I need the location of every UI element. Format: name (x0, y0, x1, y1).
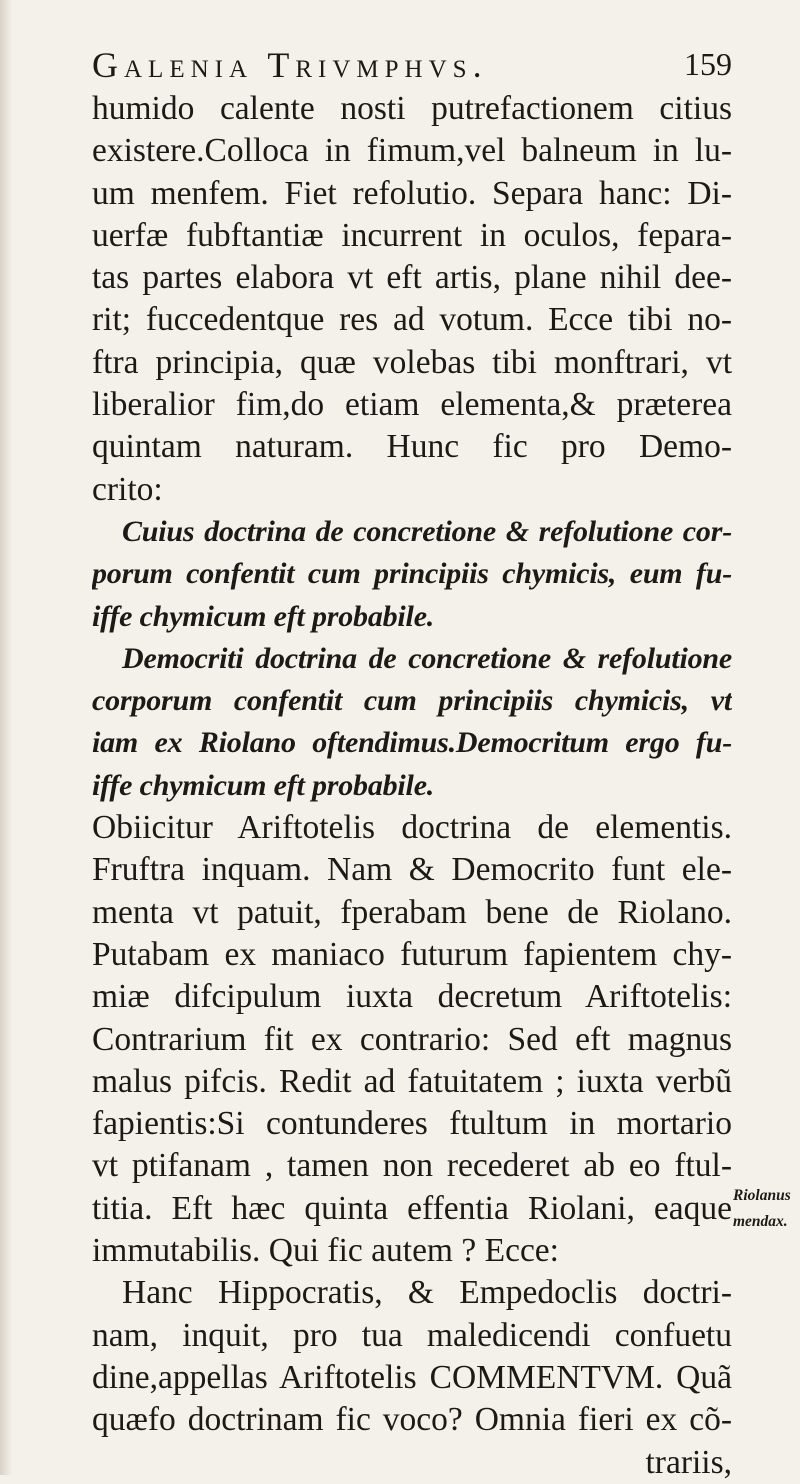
text-line: rit; fuccedentque res ad votum. Ecce tibi no- (92, 301, 732, 339)
text-line: immutabilis. Qui fic autem ? Ecce: (92, 1232, 559, 1270)
italic-text-line: iam ex Riolano oftendimus.Democritum ergo fu- (92, 726, 732, 760)
text-line: um menfem. Fiet refolutio. Separa hanc: Di- (92, 174, 732, 212)
italic-text-line: iffe chymicum eft probabile. (92, 599, 435, 633)
text-line: Putabam ex maniaco futurum fapientem chy- (92, 935, 732, 973)
italic-text-line: Cuius doctrina de concretione & refolutione cor- (122, 514, 732, 548)
italic-text-line: porum confentit cum principiis chymicis, eum fu- (92, 557, 732, 591)
text-line: tas partes elabora vt eft artis, plane nihil dee- (92, 259, 732, 297)
text-line: nam, inquit, pro tua maledicendi confuetu (92, 1316, 732, 1354)
italic-text-line: Democriti doctrina de concretione & refolutione (122, 641, 732, 675)
text-line: miæ difcipulum iuxta decretum Ariftotelis: (92, 978, 732, 1016)
text-line: Contrarium fit ex contrario: Sed eft magnus (92, 1020, 732, 1058)
text-line: ftra principia, quæ volebas tibi monftrari, vt (92, 343, 732, 381)
marginal-note (733, 1183, 799, 1235)
text-line: humido calente nosti putrefactionem citius (92, 90, 732, 127)
text-line: Hanc Hippocratis, & Empedoclis doctri- (122, 1274, 732, 1312)
text-line: fapientis:Si contunderes ftultum in mortario (92, 1105, 732, 1143)
marginal-note-line: Riolanus (733, 1187, 791, 1204)
page-number: 159 (684, 46, 732, 82)
running-head-title: Galenia Trivmphvs. (92, 45, 488, 85)
running-head (92, 44, 732, 86)
text-line: trariis, (645, 1443, 732, 1481)
text-line: existere.Colloca in fimum,vel balneum in lu- (92, 132, 732, 170)
italic-text-line: corporum confentit cum principiis chymicis, vt (92, 684, 732, 718)
text-line: vt ptifanam , tamen non recederet ab eo ftul- (92, 1147, 732, 1185)
page-gutter-shadow (0, 0, 12, 1475)
marginal-note-line: mendax. (733, 1213, 788, 1230)
text-line: Fruftra inquam. Nam & Democrito funt ele- (92, 851, 732, 889)
text-line: menta vt patuit, fperabam bene de Riolano. (92, 893, 732, 931)
text-line: uerfæ fubftantiæ incurrent in oculos, fepara- (92, 216, 732, 254)
italic-text-line: iffe chymicum eft probabile. (92, 768, 435, 802)
text-line: malus pifcis. Redit ad fatuitatem ; iuxta verbũ (92, 1062, 732, 1100)
text-line: dine,appellas Ariftotelis COMMENTVM. Quã (92, 1358, 732, 1396)
body-text (92, 88, 732, 1484)
text-line: quæfo doctrinam fic voco? Omnia fieri ex cõ- (92, 1401, 732, 1439)
text-line: quintam naturam. Hunc fic pro Demo- (92, 428, 732, 466)
text-line: liberalior fim,do etiam elementa,& præterea (92, 386, 732, 424)
text-line: titia. Eft hæc quinta effentia Riolani, eaque (92, 1189, 732, 1227)
text-line: Obiicitur Ariftotelis doctrina de elementis. (92, 809, 732, 847)
text-line: crito: (92, 470, 163, 508)
